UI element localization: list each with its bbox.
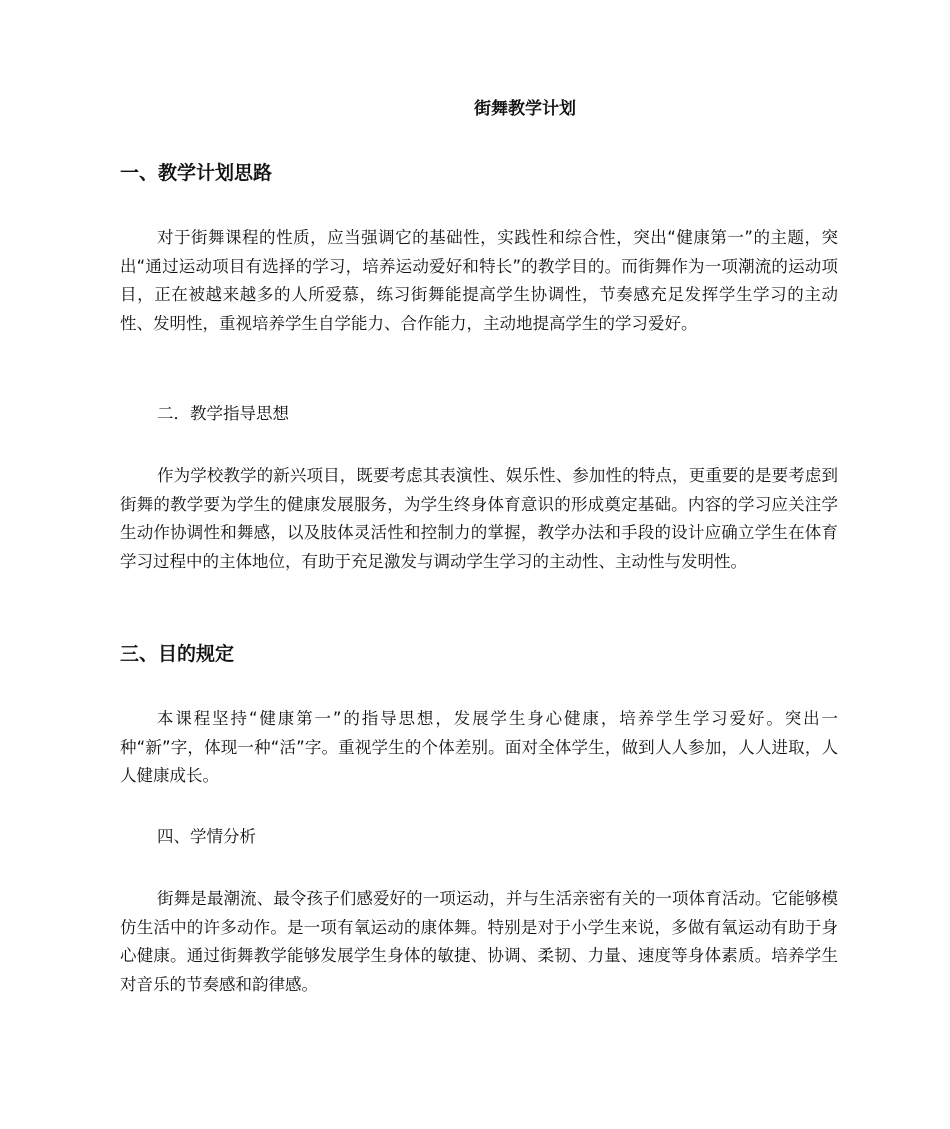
section-heading-learner-analysis: 四、学情分析 [157,827,256,846]
section-paragraph-plan-idea: 对于街舞课程的性质，应当强调它的基础性，实践性和综合性，突出“健康第一”的主题，突出“通过运动项目有选择的学习，培养运动爱好和特长”的教学目的。而街舞作为一项潮流的运动项目，正在被越来越多的人所爱慕，练习街舞能提高学生协调性，节奏感充足发挥学生学习的主动性、发明性，重视培养学生自学能力、合作能力，主动地提高学生的学习爱好。 [120,228,838,333]
section-paragraph-learner-analysis: 街舞是最潮流、最令孩子们感爱好的一项运动，并与生活亲密有关的一项体育活动。它能够模仿生活中的许多动作。是一项有氧运动的康体舞。特别是对于小学生来说，多做有氧运动有助于身心健康。通过街舞教学能够发展学生身体的敏捷、协调、柔韧、力量、速度等身体素质。培养学生对音乐的节奏感和韵律感。 [120,889,838,994]
section-paragraph-objectives: 本课程坚持“健康第一”的指导思想，发展学生身心健康，培养学生学习爱好。突出一种“新”字，体现一种“活”字。重视学生的个体差别。面对全体学生，做到人人参加，人人进取，人人健康成长。 [120,709,838,785]
section-heading-guiding-thought: 二．教学指导思想 [157,404,289,423]
section-heading-plan-idea: 一、教学计划思路 [120,162,273,184]
document-title: 街舞教学计划 [474,99,576,119]
section-heading-objectives: 三、目的规定 [120,643,235,665]
section-paragraph-guiding-thought: 作为学校教学的新兴项目，既要考虑其表演性、娱乐性、参加性的特点，更重要的是要考虑到街舞的教学要为学生的健康发展服务，为学生终身体育意识的形成奠定基础。内容的学习应关注学生动作协调性和舞感，以及肢体灵活性和控制力的掌握，教学办法和手段的设计应确立学生在体育学习过程中的主体地位，有助于充足激发与调动学生学习的主动性、主动性与发明性。 [120,466,838,571]
